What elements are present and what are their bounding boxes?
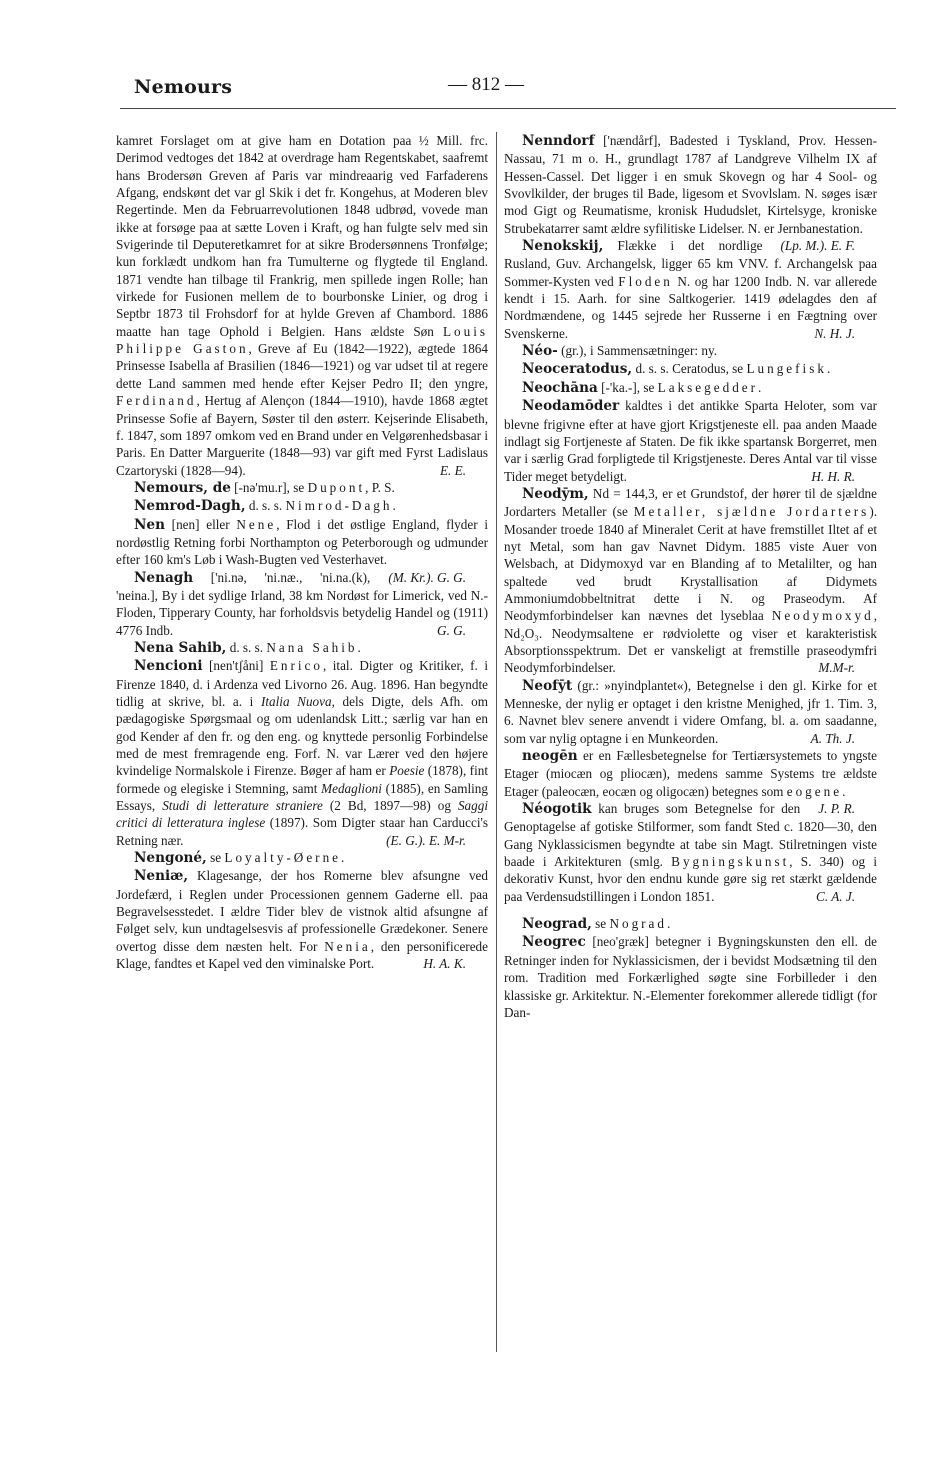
cross-reference: Loyalty-Øerne bbox=[224, 850, 342, 866]
headword: Nenndorf bbox=[522, 133, 595, 149]
headword: Nen bbox=[134, 516, 165, 533]
author-signature: C. A. J. bbox=[816, 888, 855, 904]
entry-nencioni: Nencioni [nen'tʃåni] Enrico, ital. Digter og Kritiker, f. i Firenze 1840, d. i Ardenza ved Livorno 26. Aug. 1896. Han begyndte tidlig at skrive, bl. a. i Italia Nuova, dels Digte, dels Afh. om pædagogiske Spørgsmaal og om udenlandsk Litt.; særlig var han en god Kender af den fr. og den eng. og knyttede personlig Forbindelse med de mest fremragende eng. Forf. N. var Lærer ved den højere kvindelige Normalskole i Firenze. Bøger af ham er Poesie (1878), fint formede og elegiske i Stemning, samt Medaglioni (1885), en Samling Essays, Studi di letterature straniere (2 Bd, 1897—98) og Saggi critici di letteratura inglese (1897). Som Digter staar han Carducci's Retning nær. (E. G.). E. M-r. bbox=[116, 658, 488, 848]
author-signature: A. Th. J. bbox=[810, 730, 855, 746]
entry-neochana: Neochāna [-'ka.-], se Laksegedder. bbox=[522, 379, 762, 396]
author-signature: (E. G.). E. M-r. bbox=[386, 832, 466, 848]
entry-neniae: Neniæ, Klagesange, der hos Romerne blev afsungne ved Jordefærd, i Reglen under Processionen gennem Gaderne ell. paa Begravelsesstedet. I ældre Tider blev de vistnok altid afsungne af Følget selv, kun undtagelsesvis af professionelle Grædekoner. Senere overtog disse dem næsten helt. For Nenia, den personificerede Klage, fandtes et Kapel ved den viminalske Port. H. A. K. bbox=[116, 868, 489, 972]
spaced-name: Enrico bbox=[269, 658, 323, 674]
author-signature: (Lp. M.). E. F. bbox=[780, 238, 855, 254]
author-signature: G. G. bbox=[437, 622, 466, 638]
page-number: — 812 — bbox=[448, 74, 524, 95]
entry-neodym: Neodȳm, Nd = 144,3, er et Grundstof, der hører til de sjældne Jordarters Metaller (se Metaller, sjældne Jordarters). Mosander troede 1840 af Mineralet Cerit at have fremstillet Iltet af et nyt Metal, som han gav Navnet Didym. 1885 viste Auer von Welsbach, at Didymoxyd var en Blanding af to Metalilter, og han spaltede ved brudt Krystallisation af Didymets Ammoniumdobbeltnitrat dette i N. og Praseodym. Af Neodymforbindelser kan nævnes det lyseblaa Neodymoxyd, Nd₂O₃. Neodymsaltene er rødviolette og viser et karakteristisk Absorptionsspektrum. Det er vanskeligt at fremstille praseodymfri Neodymforbindelser. M.M-r. bbox=[504, 485, 878, 676]
entry-nengone: Nengoné, se Loyalty-Øerne. bbox=[134, 850, 345, 867]
spaced-name: Floden bbox=[618, 273, 673, 289]
headword: Nemrod-Dagh, bbox=[134, 498, 246, 515]
headword: Neniæ, bbox=[134, 868, 189, 885]
entry-neofyt: Neofȳt (gr.: »nyindplantet«), Betegnelse i den gl. Kirke for et Menneske, der nylig er optaget i den kristne Menighed, jfr 1. Tim. 3, 6. Navnet blev senere anvendt i videre Omfang, bl. a. om saadanne, som var nylig optagne i en Munkeorden. A. Th. J. bbox=[504, 677, 877, 746]
entry-nenagh: Nenagh ['ni.nə, 'ni.næ., 'ni.na.(k), 'neina.], By i det sydlige Irland, 38 km Nordøst for Limerick, ved N.-Floden, Tipperary County, har forholdsvis betydelig Handel og (1911) 4776 Indb. G. G. bbox=[116, 569, 488, 638]
entry-neogrec: Neogrec [neo'græk] betegner i Bygningskunsten den ell. de Retninger inden for Nyklassicismen, der i bevidst Modsætning til den rom. Tradition med Forkærlighed søgte sine Forbilleder i den klassiske gr. Arkitektur. N.-Elementer forekommer allerede tidligt (for Dan- bbox=[504, 934, 877, 1020]
cross-reference: Bygningskunst bbox=[671, 854, 790, 870]
right-column bbox=[504, 132, 877, 1021]
spacer bbox=[504, 905, 877, 915]
entry-neo: Néo- (gr.), i Sammensætninger: ny. bbox=[522, 343, 718, 360]
headword: Neochāna bbox=[522, 379, 598, 396]
left-column bbox=[116, 132, 488, 973]
author-signature: J. P. R. bbox=[818, 801, 855, 817]
entry-nen: Nen [nen] eller Nene, Flod i det østlige England, flyder i nordøstlig Retning forbi Northampton og Peterborough og udmunder efter 160 km's Løb i Wash-Bugten ved Vesterhavet. (M. Kr.). G. G. bbox=[116, 516, 488, 585]
page-header bbox=[134, 74, 894, 104]
entry-nena-sahib: Nena Sahib, d. s. s. Nana Sahib. bbox=[134, 639, 361, 656]
work-title: Saggi critici di letteratura inglese bbox=[116, 798, 488, 831]
work-title: Poesie bbox=[389, 763, 425, 779]
author-signature: H. A. K. bbox=[423, 956, 466, 972]
entry-nenokskij: Nenokskij, Flække i det nordlige Rusland, Guv. Archangelsk, ligger 65 km VNV. f. Archangelsk paa Sommer-Kysten ved Floden N. og har 1200 Indb. N. var allerede kendt i 15. Aarh. for sine Saltkogerier. 1419 ødelagdes den af Nordmændene, og 1445 sejrede her Russerne i en Fægtning over Svenskerne. N. H. J. bbox=[504, 238, 878, 341]
author-signature: E. E. bbox=[439, 462, 466, 478]
work-title: Italia Nuova bbox=[260, 694, 332, 709]
spaced-name: eogene bbox=[786, 783, 843, 799]
cross-reference: Nimrod-Dagh bbox=[285, 498, 393, 514]
header-rule bbox=[120, 108, 896, 109]
spaced-name: Nene bbox=[236, 516, 277, 532]
headword: Neodamōder bbox=[522, 398, 620, 415]
headword: Nenagh bbox=[134, 569, 194, 586]
headword: Nenokskij, bbox=[522, 238, 604, 255]
spaced-name: Louis Philippe Gaston bbox=[116, 323, 488, 357]
cross-reference: Dupont bbox=[307, 479, 366, 495]
headword: Neogrec bbox=[522, 934, 586, 951]
cross-reference: Lungefisk bbox=[746, 361, 827, 377]
author-signature: H. H. R. bbox=[811, 468, 855, 484]
column-divider bbox=[496, 132, 497, 1352]
headword: Neodȳm, bbox=[522, 485, 589, 502]
cross-reference: Nograd bbox=[609, 916, 668, 932]
entry-nemours-continued: kamret Forslaget om at give ham en Dotation paa ½ Mill. frc. Derimod vedtoges det 1842 at overdrage ham Regentskabet, saafremt hans Brodersøn Greven af Paris var mindreaarig ved Farfaderens Afgang, endskønt det var gl Skik i det fr. Kongehus, at Moderen blev Regertinde. Men da Februarrevolutionen 1848 udbrød, vovede man ikke at forsøge paa at sætte Loven i Kraft, og han fulgte selv med sin Svigerinde til Deputeretkamret for at sikre Brodersønnens Tronfølge; kun forklædt undkom han fra Tumulterne og flygtede til England. 1871 vendte han tilbage til Frankrig, men spillede ingen Rolle; han virkede for Fusionen mellem de to bourbonske Linier, og drog i Septbr 1873 til Frohsdorf for at hylde Greven af Chambord. 1886 maatte han tage Ophold i Belgien. Hans ældste Søn Louis Philippe Gaston, Greve af Eu (1842—1922), ægtede 1864 Prinsesse Isabella af Brasilien (1846—1921) og var udset til at regere dette Land sammen med hende efter Kejser Pedro II; den yngre, Ferdinand, Hertug af Alençon (1844—1910), havde 1868 ægtet Prinsesse Sofie af Bayern, Søster til den østerr. Kejserinde Elisabeth, f. 1847, som 1897 omkom ved en Brand under en Velgørenhedsbasar i Paris. En Datter Marguerite (1848—93) var gift med Fyrst Ladislaus Czartoryski (1828—94). E. E. bbox=[116, 133, 488, 478]
cross-reference: Nana Sahib bbox=[266, 639, 358, 655]
running-head: Nemours bbox=[134, 76, 233, 98]
spaced-name: Nenia bbox=[324, 938, 371, 954]
entry-neogotik: Néogotik kan bruges som Betegnelse for den Genoptagelse af gotiske Stilformer, som fandt Sted c. 1820—30, den Gang Nyklassicismen begyndte at tabe sin Magt. Stilretningen viste baade i Arkitekturen (smlg. Bygningskunst, S. 340) og i dekorativ Kunst, hvor den endnu kunde gøre sig ret stærkt gældende paa Verdensudstillingen i London 1851. C. A. J. bbox=[504, 801, 877, 904]
cross-reference: Metaller, sjældne Jordarters bbox=[633, 504, 870, 520]
headword: Nemours, de bbox=[134, 479, 231, 496]
cross-reference: Laksegedder bbox=[657, 379, 759, 395]
work-title: Studi di letterature straniere bbox=[162, 798, 323, 814]
headword: Neoceratodus, bbox=[522, 361, 633, 378]
entry-neogen: neogēn er en Fællesbetegnelse for Tertiærsystemets to yngste Etager (miocæn og pliocæn), medens samme Systems tre ældste Etager (paleocæn, eocæn og oligocæn) betegnes som eogene. J. P. R. bbox=[504, 748, 877, 817]
headword: neogēn bbox=[522, 748, 578, 765]
author-signature: (M. Kr.). G. G. bbox=[388, 569, 466, 585]
headword: Neograd, bbox=[522, 916, 592, 933]
headword: Nengoné, bbox=[134, 850, 207, 867]
entry-nenndorf: Nenndorf ['nændårf], Badested i Tyskland, Prov. Hessen-Nassau, 71 m o. H., grundlagt 1787 af Landgreve Vilhelm IX af Hessen-Cassel. Det ligger i en smuk Skovegn og har 4 Sool- og Svovlkilder, der bruges til Bade, ligesom et Svovlslam. N. søges især mod Gigt og Reumatisme, kronisk Hududslet, Kirtelsyge, kroniske Strubekatarrer samt ældre syfilitiske Lidelser. N. er Jernbanestation. (Lp. M.). E. F. bbox=[504, 133, 877, 254]
headword: Néo- bbox=[522, 343, 558, 360]
spaced-name: Ferdinand bbox=[116, 393, 197, 409]
headword: Nencioni bbox=[134, 658, 203, 675]
author-signature: M.M-r. bbox=[818, 660, 855, 676]
entry-neoceratodus: Neoceratodus, d. s. s. Ceratodus, se Lungefisk. bbox=[522, 361, 831, 378]
headword: Néogotik bbox=[522, 801, 592, 818]
entry-neodamoder: Neodamōder kaldtes i det antikke Sparta Heloter, som var blevne frigivne efter at have gjort Krigstjeneste ell. paa anden Maade indlagt sig Fortjeneste af Staten. De fik ikke spartansk Borgerret, men var i særlig Grad forpligtede til Krigstjeneste. Deres Antal var til visse Tider meget betydeligt. H. H. R. bbox=[504, 398, 877, 484]
headword: Nena Sahib, bbox=[134, 639, 227, 656]
entry-nemrod-dagh: Nemrod-Dagh, d. s. s. Nimrod-Dagh. bbox=[134, 498, 396, 515]
headword: Neofȳt bbox=[522, 677, 573, 694]
entry-nemours-de: Nemours, de [-nə'mu.r], se Dupont, P. S. bbox=[134, 479, 395, 496]
spaced-name: Neodymoxyd bbox=[771, 608, 874, 624]
author-signature: N. H. J. bbox=[814, 325, 855, 341]
work-title: Medaglioni bbox=[321, 780, 382, 796]
entry-neograd: Neograd, se Nograd. bbox=[522, 916, 671, 933]
